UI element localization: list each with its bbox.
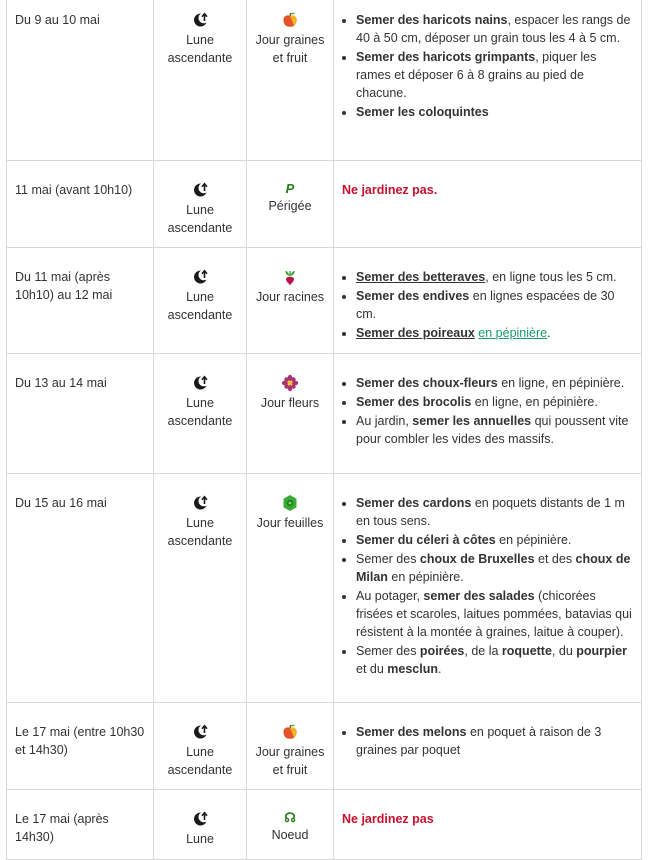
activities-cell (334, 474, 642, 703)
list-item: • Semer des endives en lignes espacées de 30 cm. (356, 287, 633, 323)
table-row (7, 248, 642, 354)
activity-list (342, 11, 633, 121)
day-type-cell (247, 248, 334, 354)
day-type-label: Périgée (268, 199, 312, 213)
day-type-cell (247, 703, 334, 790)
moon-cell (154, 248, 247, 354)
table-row (7, 703, 642, 790)
moon-label: Lune ascendante (167, 203, 233, 235)
warning-text: Ne jardinez pas (342, 812, 434, 826)
warning-text: Ne jardinez pas. (342, 183, 438, 197)
day-type-cell (247, 0, 334, 161)
activities-cell (334, 790, 642, 860)
moon-cell (154, 703, 247, 790)
list-item: • Semer du céleri à côtes en pépinière. (356, 531, 633, 549)
apple-icon (281, 11, 299, 29)
day-type-label: Jour feuilles (256, 516, 324, 530)
table-row (7, 161, 642, 248)
day-type-label: Jour graines et fruit (255, 745, 325, 777)
moon-cell (154, 354, 247, 474)
poireaux-link[interactable]: Semer des poireaux (356, 326, 475, 340)
activities-cell (334, 0, 642, 161)
apple-icon (281, 723, 299, 741)
list-item: • Au jardin, semer les annuelles qui poussent vite pour combler les vides des massifs. (356, 412, 633, 448)
date-cell: Du 9 au 10 mai (7, 0, 154, 161)
moon-cell (154, 790, 247, 860)
rising-moon-icon (191, 11, 209, 29)
rising-moon-icon (191, 181, 209, 199)
day-type-label: Noeud (271, 828, 309, 842)
list-item: • Semer des melons en poquet à raison de 3 graines par poquet (356, 723, 633, 759)
day-type-label: Jour fleurs (260, 396, 320, 410)
list-item: • Semer des haricots nains, espacer les rangs de 40 à 50 cm, déposer un grain tous les 4 à 5 cm. (356, 11, 633, 47)
day-type-cell (247, 790, 334, 860)
moon-cell (154, 0, 247, 161)
list-item: • Au potager, semer des salades (chicorées frisées et scaroles, laitues pommées, batavias qui résistent à la montée à graines, laitue à couper). (356, 587, 633, 641)
pepiniere-link[interactable]: en pépinière (478, 326, 548, 340)
leaf-icon (281, 494, 299, 512)
moon-cell (154, 161, 247, 248)
moon-cell (154, 474, 247, 703)
date-cell: Le 17 mai (après 14h30) (7, 790, 154, 860)
moon-label: Lune ascendante (167, 516, 233, 548)
day-type-cell (247, 354, 334, 474)
rising-moon-icon (191, 810, 209, 828)
perigee-icon: P (285, 181, 295, 196)
table-row (7, 354, 642, 474)
flower-icon (281, 374, 299, 392)
list-item: • Semer des choux de Bruxelles et des choux de Milan en pépinière. (356, 550, 633, 586)
list-item: • Semer des poirées, de la roquette, du pourpier et du mesclun. (356, 642, 633, 678)
betteraves-link[interactable]: Semer des betteraves (356, 270, 486, 284)
moon-label: Lune ascendante (167, 396, 233, 428)
rising-moon-icon (191, 268, 209, 286)
activity-list (342, 374, 633, 448)
moon-label: Lune ascendante (167, 290, 233, 322)
table-row (7, 790, 642, 860)
table-row (7, 474, 642, 703)
moon-label: Lune ascendante (167, 745, 233, 777)
activities-cell (334, 354, 642, 474)
date-cell: Du 11 mai (après 10h10) au 12 mai (7, 248, 154, 354)
lunar-calendar-table (6, 0, 642, 860)
day-type-label: Jour graines et fruit (255, 33, 325, 65)
list-item: • Semer des cardons en poquets distants de 1 m en tous sens. (356, 494, 633, 530)
list-item: • Semer les coloquintes (356, 103, 633, 121)
beet-icon (281, 268, 299, 286)
list-item: • Semer des brocolis en ligne, en pépinière. (356, 393, 633, 411)
list-item: • Semer des choux-fleurs en ligne, en pépinière. (356, 374, 633, 392)
moon-label: Lune ascendante (167, 33, 233, 65)
date-cell: Du 15 au 16 mai (7, 474, 154, 703)
activity-list (342, 268, 633, 342)
rising-moon-icon (191, 374, 209, 392)
activities-cell (334, 248, 642, 354)
activity-list (342, 723, 633, 759)
day-type-label: Jour racines (255, 290, 325, 304)
date-cell: Du 13 au 14 mai (7, 354, 154, 474)
list-item: • Semer des betteraves, en ligne tous les 5 cm. (356, 268, 633, 286)
day-type-cell (247, 161, 334, 248)
date-cell: 11 mai (avant 10h10) (7, 161, 154, 248)
date-cell: Le 17 mai (entre 10h30 et 14h30) (7, 703, 154, 790)
rising-moon-icon (191, 494, 209, 512)
moon-label: Lune (186, 832, 214, 846)
day-type-cell (247, 474, 334, 703)
table-row (7, 0, 642, 161)
activities-cell (334, 703, 642, 790)
rising-moon-icon (191, 723, 209, 741)
list-item: • Semer des poireaux en pépinière. (356, 324, 633, 342)
list-item: • Semer des haricots grimpants, piquer les rames et déposer 6 à 8 grains au pied de chacune. (356, 48, 633, 102)
activities-cell (334, 161, 642, 248)
node-icon: ☊ (284, 810, 296, 825)
activity-list (342, 494, 633, 678)
